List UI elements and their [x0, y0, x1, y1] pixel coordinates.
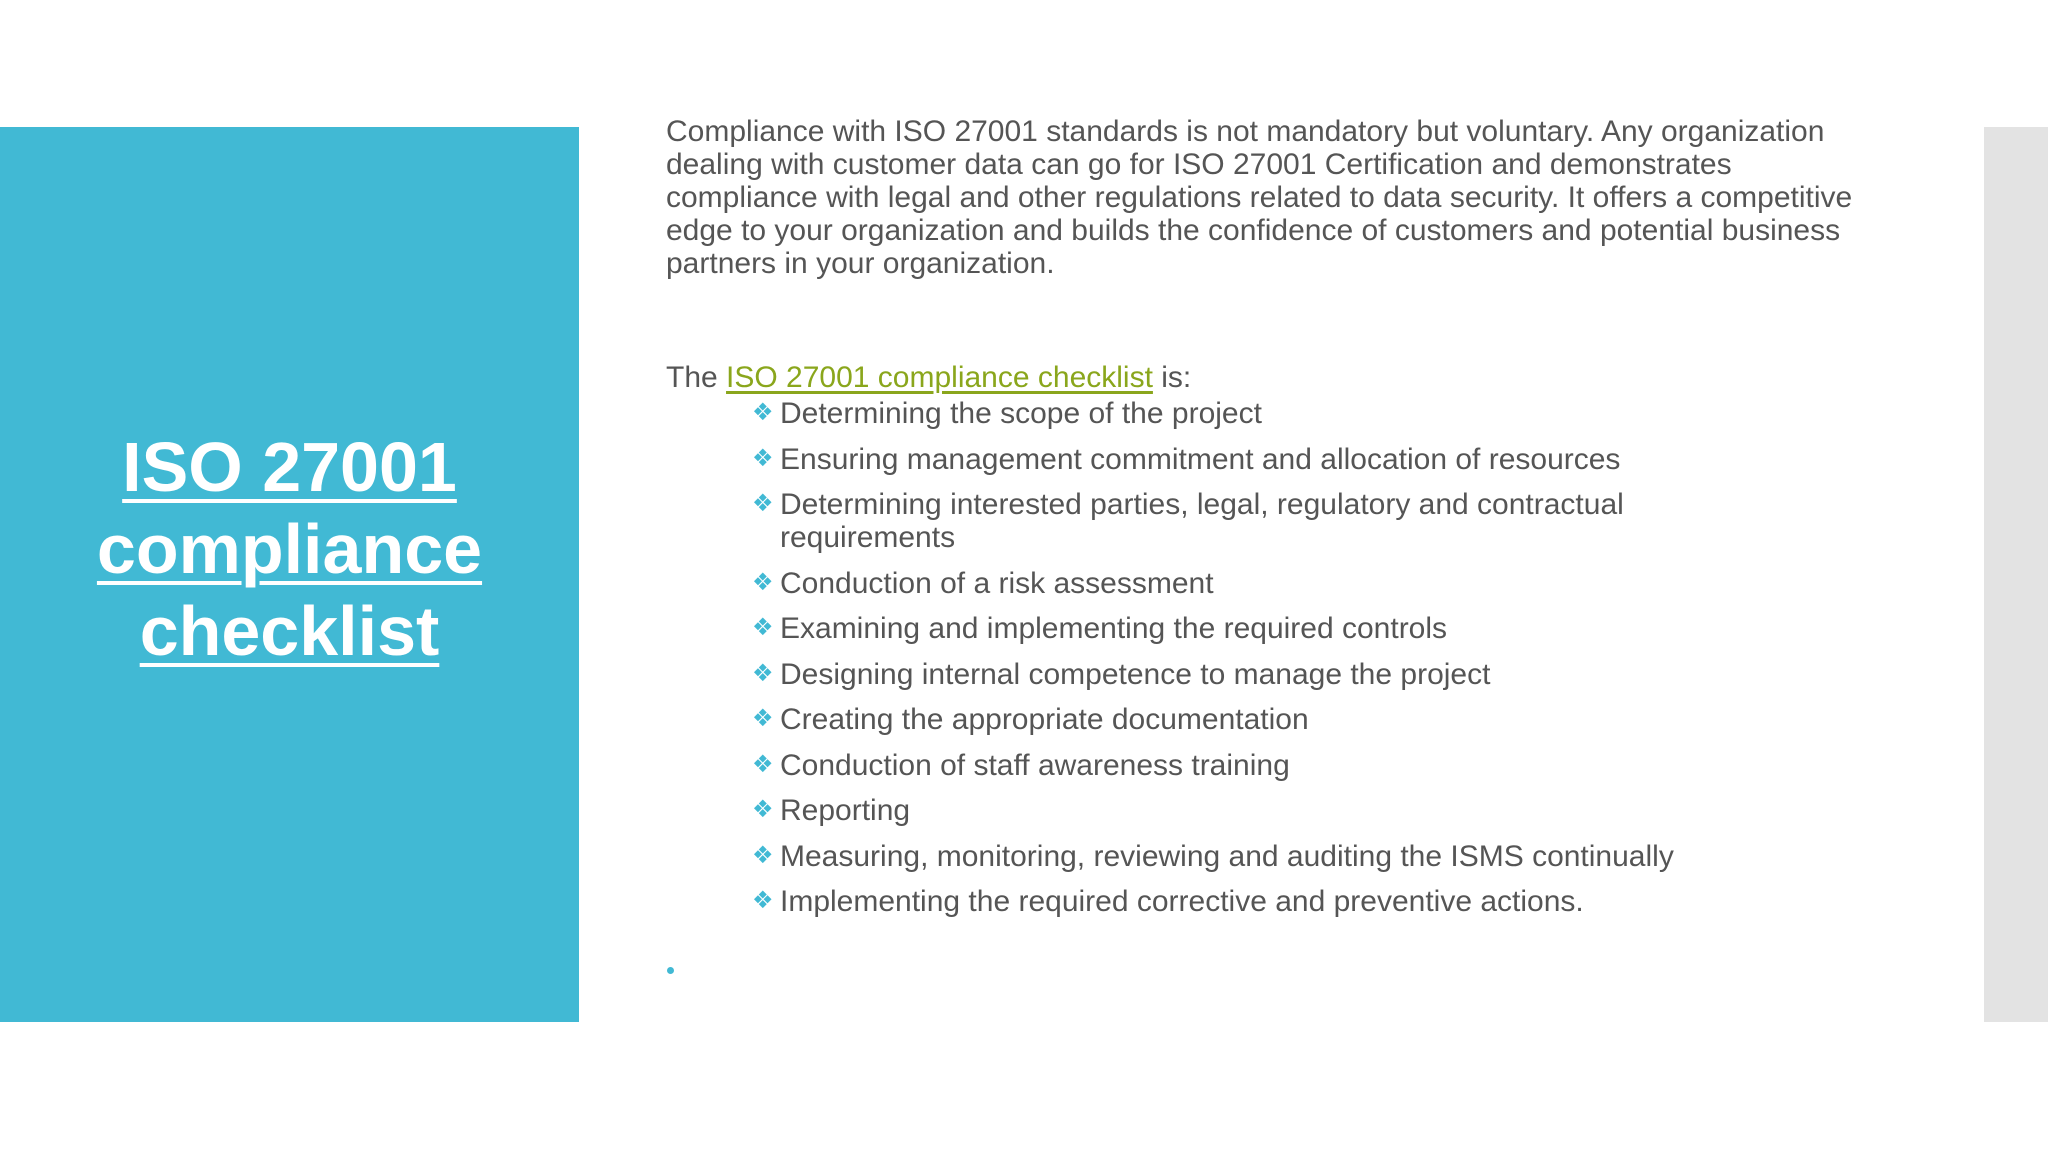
- diamond-bullet-icon: ❖: [752, 705, 774, 732]
- diamond-bullet-icon: ❖: [752, 659, 774, 687]
- lead-prefix: The: [666, 361, 727, 394]
- diamond-bullet-icon: ❖: [752, 399, 774, 426]
- diamond-bullet-icon: ❖: [752, 614, 774, 641]
- list-item-text: Reporting: [780, 794, 911, 827]
- list-item: [752, 840, 1772, 873]
- list-item: [752, 703, 1772, 736]
- content-area: [666, 115, 1866, 918]
- list-item-text: Creating the appropriate documentation: [780, 703, 1309, 736]
- slide-title[interactable]: ISO 27001 compliance checklist: [96, 427, 483, 670]
- list-item-text: Implementing the required corrective and preventive actions.: [780, 885, 1584, 918]
- diamond-bullet-icon: ❖: [752, 568, 774, 596]
- side-bar: [1984, 127, 2048, 1022]
- list-item: [752, 567, 1772, 600]
- list-item-text: Measuring, monitoring, reviewing and auditing the ISMS continually: [780, 839, 1674, 873]
- list-item: [752, 749, 1772, 782]
- list-item: [752, 397, 1772, 430]
- list-item: [752, 488, 1772, 554]
- diamond-bullet-icon: ❖: [752, 887, 774, 914]
- diamond-bullet-icon: ❖: [752, 750, 774, 778]
- lead-suffix: is:: [1152, 361, 1192, 394]
- diamond-bullet-icon: ❖: [752, 841, 774, 869]
- list-item-text: Ensuring management commitment and allocation of resources: [780, 442, 1621, 476]
- list-item-text: Conduction of staff awareness training: [780, 748, 1290, 782]
- intro-paragraph: Compliance with ISO 27001 standards is not mandatory but voluntary. Any organization dealing with customer data can go for ISO 27001 Certification and demonstrates compliance with legal and other regulations related to data security. It offers a competitive edge to your organization and builds the confidence of customers and potential business partners in your organization.: [666, 115, 1853, 280]
- checklist-link[interactable]: ISO 27001 compliance checklist: [726, 361, 1153, 394]
- diamond-bullet-icon: ❖: [752, 490, 774, 517]
- list-item-text: Conduction of a risk assessment: [780, 566, 1214, 600]
- list-item-text: Determining interested parties, legal, regulatory and contractual requirements: [780, 488, 1624, 554]
- checklist: [752, 397, 1772, 931]
- list-item: [752, 443, 1772, 476]
- title-panel: [0, 127, 579, 1022]
- list-item-text: Examining and implementing the required controls: [780, 612, 1448, 645]
- empty-bullet-dot: [667, 967, 674, 974]
- list-item: [752, 794, 1772, 827]
- list-item-text: Determining the scope of the project: [780, 397, 1262, 430]
- list-item-text: Designing internal competence to manage the project: [780, 657, 1491, 691]
- checklist-lead: [666, 360, 1191, 396]
- list-item: [752, 612, 1772, 645]
- list-item: [752, 885, 1772, 918]
- diamond-bullet-icon: ❖: [752, 796, 774, 823]
- diamond-bullet-icon: ❖: [752, 444, 774, 472]
- list-item: [752, 658, 1772, 691]
